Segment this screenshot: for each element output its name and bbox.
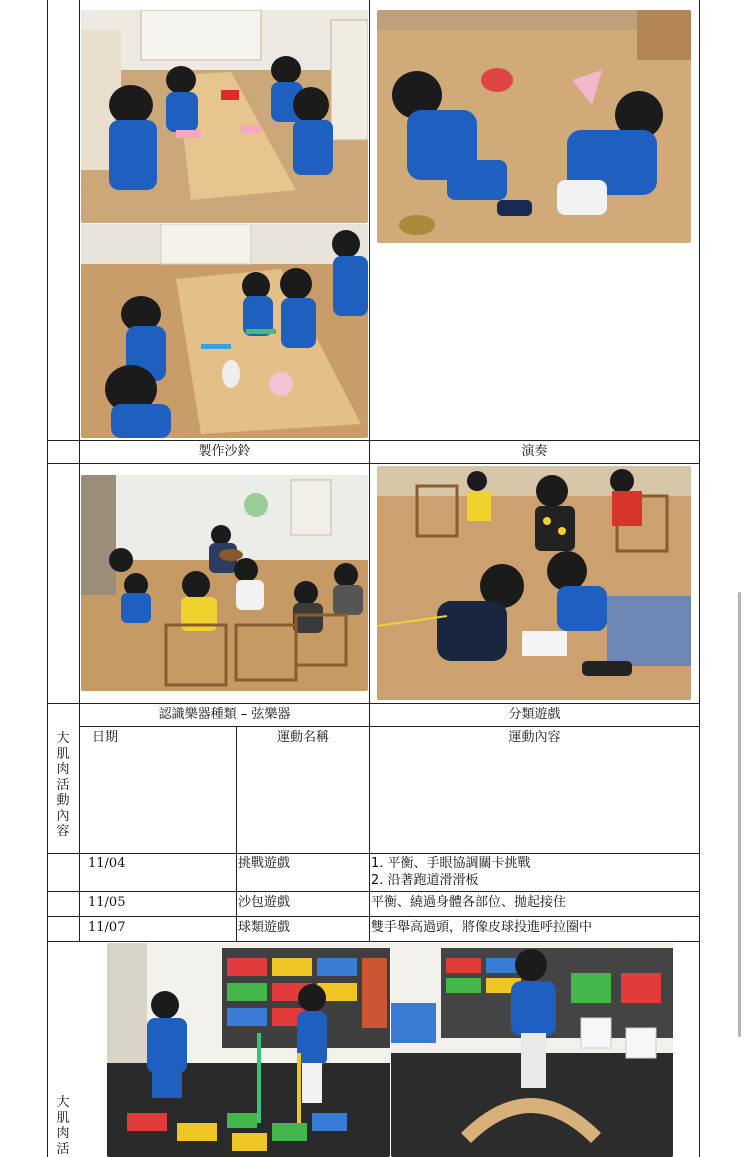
- grid-line-h7: [47, 916, 700, 917]
- photo-cutting-paper: [81, 10, 368, 223]
- row-content-line: 雙手舉高過頭，將像皮球投進呼拉圈中: [371, 920, 593, 935]
- grid-line-h4: [79, 726, 700, 727]
- row-activity-name: 挑戰遊戲: [238, 856, 291, 871]
- caption-sorting-game: 分類遊戲: [508, 707, 561, 722]
- photo-playing-shakers: [377, 10, 691, 243]
- header-date: 日期: [92, 730, 119, 745]
- photo-balance-board: [391, 943, 673, 1157]
- row-date: 11/07: [88, 920, 126, 935]
- row-activity-name: 沙包遊戲: [238, 895, 291, 910]
- grid-line-h8: [47, 941, 700, 942]
- grid-line-col3: [369, 0, 370, 942]
- scrollbar[interactable]: [738, 592, 741, 1037]
- grid-line-h2: [47, 463, 700, 464]
- grid-line-col2: [236, 727, 237, 942]
- side-label-gross-motor-photos: 大肌肉活: [56, 1095, 70, 1157]
- grid-line-h6: [47, 891, 700, 892]
- photo-circle-guitar: [81, 475, 368, 691]
- row-activity-name: 球類遊戲: [238, 920, 291, 935]
- photo-stilts-balance: [107, 943, 390, 1157]
- row-content-line: 1. 平衡、手眼協調關卡挑戰: [371, 856, 531, 871]
- caption-performing: 演奏: [521, 444, 548, 459]
- photo-sorting-game: [377, 466, 691, 700]
- row-date: 11/04: [88, 856, 126, 871]
- photo-decorating-shakers: [81, 224, 368, 438]
- header-activity-name: 運動名稱: [276, 730, 329, 745]
- side-label-gross-motor: 大肌肉活動內容: [56, 731, 70, 839]
- grid-line-right: [699, 0, 700, 1157]
- row-date: 11/05: [88, 895, 126, 910]
- caption-making-shakers: 製作沙鈴: [198, 444, 251, 459]
- row-content-line: 2. 沿著跑道滑滑板: [371, 873, 479, 888]
- grid-line-col1: [79, 0, 80, 942]
- caption-string-instruments: 認識樂器種類 – 弦樂器: [158, 707, 291, 722]
- grid-line-h5: [47, 853, 700, 854]
- row-content-line: 平衡、繞過身體各部位、拋起接住: [371, 895, 567, 910]
- grid-line-left: [47, 0, 48, 1157]
- header-activity-content: 運動內容: [508, 730, 561, 745]
